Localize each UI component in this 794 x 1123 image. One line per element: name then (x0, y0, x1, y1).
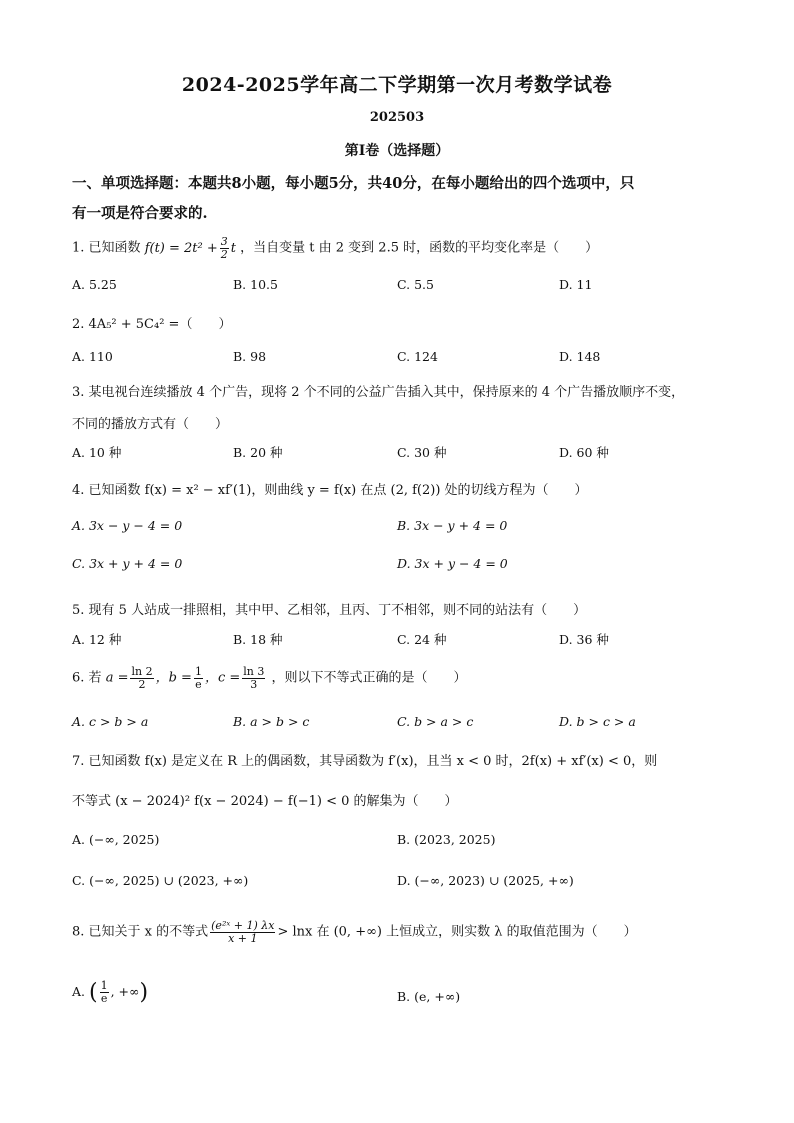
question-7-line1: 7. 已知函数 f(x) 是定义在 R 上的偶函数，其导函数为 f′(x)，且当 x < 0 时，2f(x) + xf′(x) < 0，则 (72, 754, 658, 769)
q6-a-lhs: a = (105, 670, 129, 686)
question-2-stem: 2. 4A₅² + 5C₄² =（ ） (72, 317, 232, 332)
q1-option-a[interactable]: A. 5.25 (72, 277, 117, 292)
question-6-stem (72, 666, 467, 690)
q1-function-lhs: f(t) = 2t² + (144, 240, 218, 256)
q8-option-a[interactable] (72, 980, 148, 1005)
q7-option-d[interactable]: D. (−∞, 2023) ∪ (2025, +∞) (397, 873, 574, 888)
question-7-line2: 不等式 (x − 2024)² f(x − 2024) − f(−1) < 0 的解集为（ ） (72, 794, 458, 809)
q7-option-a[interactable]: A. (−∞, 2025) (72, 832, 160, 847)
q6-option-a[interactable]: A. c > b > a (72, 714, 149, 729)
q6-option-b[interactable]: B. a > b > c (233, 714, 310, 729)
q6-suffix: ，则以下不等式正确的是（ ） (271, 670, 467, 686)
q6-b-fraction (194, 666, 203, 690)
q7-option-c[interactable]: C. (−∞, 2025) ∪ (2023, +∞) (72, 873, 249, 888)
q6-c-num: ln 3 (243, 665, 265, 678)
q8-option-a-num: 1 (100, 979, 108, 993)
q8-option-a-label: A. (72, 984, 86, 999)
q6-c-fraction (242, 666, 265, 690)
q8-option-a-tail: , +∞ (110, 984, 140, 999)
q2-option-d[interactable]: D. 148 (559, 349, 601, 364)
question-1-stem (72, 236, 598, 260)
q1-suffix: ，当自变量 t 由 2 变到 2.5 时，函数的平均变化率是（ ） (240, 240, 599, 256)
q6-prefix: 6. 若 (72, 670, 102, 686)
q3-option-c[interactable]: C. 30 种 (397, 445, 447, 460)
section-instructions-line2: 有一项是符合要求的. (72, 205, 208, 222)
q2-option-c[interactable]: C. 124 (397, 349, 438, 364)
q7-option-b[interactable]: B. (2023, 2025) (397, 832, 496, 847)
q1-option-d[interactable]: D. 11 (559, 277, 593, 292)
q1-fraction-num: 3 (220, 235, 228, 248)
q6-a-den: 2 (138, 677, 146, 691)
q5-option-b[interactable]: B. 18 种 (233, 632, 283, 647)
q8-suffix: > lnx 在 (0, +∞) 上恒成立，则实数 λ 的取值范围为（ ） (277, 924, 637, 940)
q4-option-c[interactable]: C. 3x + y + 4 = 0 (72, 556, 183, 571)
question-3-line2: 不同的播放方式有（ ） (72, 417, 229, 432)
q8-option-b[interactable]: B. (e, +∞) (397, 989, 461, 1004)
q1-option-c[interactable]: C. 5.5 (397, 277, 434, 292)
q1-function-tail: t (230, 240, 236, 256)
q1-function (144, 235, 240, 261)
question-5-stem: 5. 现有 5 人站成一排照相，其中甲、乙相邻，且丙、丁不相邻，则不同的站法有（ ） (72, 603, 587, 618)
q8-option-a-fraction (100, 980, 109, 1004)
q5-option-d[interactable]: D. 36 种 (559, 632, 609, 647)
q6-option-d[interactable]: D. b > c > a (559, 714, 636, 729)
q6-b-lhs: ，b = (155, 670, 192, 686)
q5-option-c[interactable]: C. 24 种 (397, 632, 447, 647)
q1-option-b[interactable]: B. 10.5 (233, 277, 278, 292)
q2-option-b[interactable]: B. 98 (233, 349, 267, 364)
q6-b-den: e (195, 677, 202, 691)
q3-option-b[interactable]: B. 20 种 (233, 445, 283, 460)
q8-option-a-open-paren: ( (89, 980, 98, 1005)
q5-option-a[interactable]: A. 12 种 (72, 632, 122, 647)
section-instructions-line1: 一、单项选择题：本题共8小题，每小题5分，共40分，在每小题给出的四个选项中，只 (72, 175, 635, 192)
q6-b-num: 1 (194, 665, 202, 678)
question-4-stem: 4. 已知函数 f(x) = x² − xf′(1)，则曲线 y = f(x) 在点 (2, f(2)) 处的切线方程为（ ） (72, 483, 588, 498)
q3-option-d[interactable]: D. 60 种 (559, 445, 609, 460)
volume-heading: 第Ⅰ卷（选择题） (344, 143, 450, 159)
question-3-line1: 3. 某电视台连续播放 4 个广告，现将 2 个不同的公益广告插入其中，保持原来的 4 个广告播放顺序不变， (72, 385, 685, 400)
q2-option-a[interactable]: A. 110 (72, 349, 113, 364)
q8-option-a-den: e (100, 992, 108, 1005)
q3-option-a[interactable]: A. 10 种 (72, 445, 122, 460)
exam-title: 2024-2025学年高二下学期第一次月考数学试卷 (181, 74, 613, 96)
q4-option-b[interactable]: B. 3x − y + 4 = 0 (397, 518, 508, 533)
q6-c-lhs: ，c = (204, 670, 241, 686)
q8-fraction-den: x + 1 (228, 931, 258, 945)
exam-date-code: 202503 (369, 110, 425, 125)
q4-option-a[interactable]: A. 3x − y − 4 = 0 (72, 518, 183, 533)
q1-prefix: 1. 已知函数 (72, 240, 141, 256)
q6-a-num: ln 2 (131, 665, 153, 678)
q6-option-c[interactable]: C. b > a > c (397, 714, 474, 729)
q1-fraction (220, 236, 229, 260)
q8-fraction-num: (e²ˣ + 1) λx (211, 919, 275, 932)
question-8-stem (72, 920, 637, 944)
q1-fraction-den: 2 (220, 247, 228, 261)
q8-option-a-close-paren: ) (139, 980, 149, 1005)
q8-fraction (210, 920, 275, 944)
q4-option-d[interactable]: D. 3x + y − 4 = 0 (397, 556, 508, 571)
q8-prefix: 8. 已知关于 x 的不等式 (72, 924, 209, 940)
q6-c-den: 3 (250, 677, 258, 691)
q6-a-fraction (130, 666, 153, 690)
